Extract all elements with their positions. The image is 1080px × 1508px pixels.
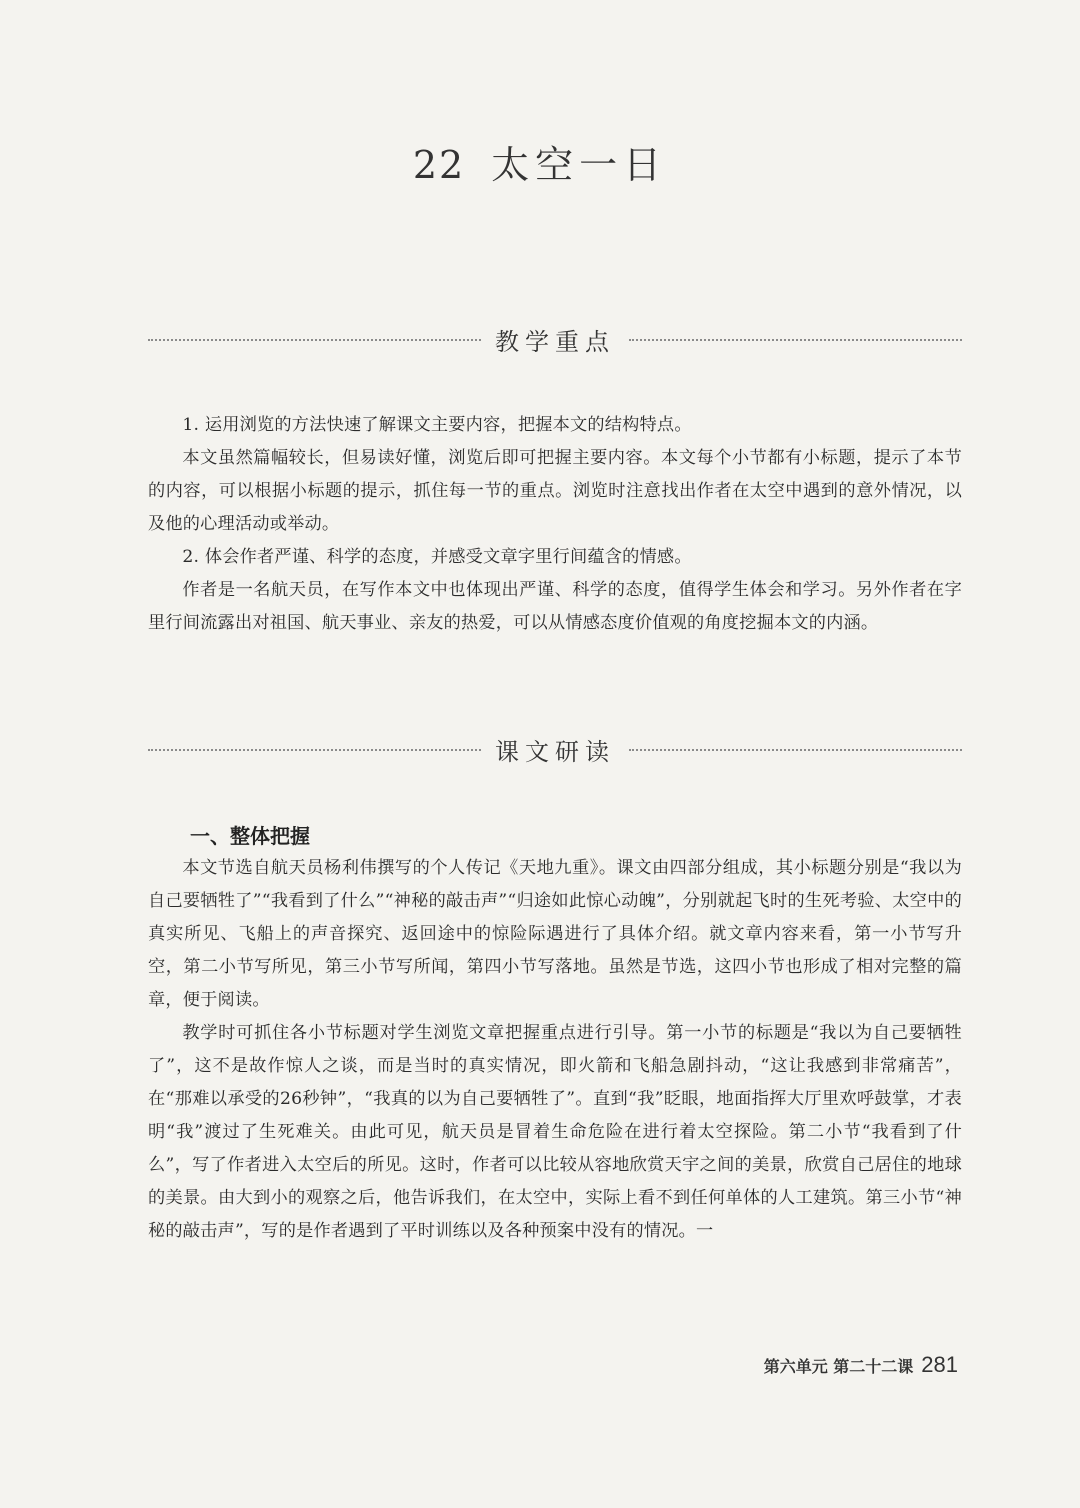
focus-point-2: 2. 体会作者严谨、科学的态度，并感受文章字里行间蕴含的情感。 <box>182 547 692 567</box>
footer-unit-lesson: 第六单元 第二十二课 <box>763 1357 914 1376</box>
lesson-number: 22 <box>412 143 466 187</box>
dotted-divider-left <box>148 749 481 751</box>
dotted-divider-left <box>148 339 481 341</box>
focus-explanation-1: 本文虽然篇幅较长，但易读好懂，浏览后即可把握主要内容。本文每个小节都有小标题，提示了本节的内容，可以根据小标题的提示，抓住每一节的重点。浏览时注意找出作者在太空中遇到的意外情况，以及他的心理活动或举动。 <box>148 448 962 534</box>
study-paragraph-1: 本文节选自航天员杨利伟撰写的个人传记《天地九重》。课文由四部分组成，其小标题分别是“我以为自己要牺牲了”“我看到了什么”“神秘的敲击声”“归途如此惊心动魄”，分别就起飞时的生死考验、太空中的真实所见、飞船上的声音探究、返回途中的惊险际遇进行了具体介绍。就文章内容来看，第一小节写升空，第二小节写所见，第三小节写所闻，第四小节写落地。虽然是节选，这四小节也形成了相对完整的篇章，便于阅读。 <box>148 858 962 1010</box>
section-title-teaching-focus: 教学重点 <box>495 328 615 356</box>
lesson-title <box>0 134 1080 189</box>
dotted-divider-right <box>629 339 962 341</box>
section-header-text-study <box>148 732 962 767</box>
study-paragraph-2: 教学时可抓住各小节标题对学生浏览文章把握重点进行引导。第一小节的标题是“我以为自己要牺牲了”，这不是故作惊人之谈，而是当时的真实情况，即火箭和飞船急剧抖动，“这让我感到非常痛苦”，在“那难以承受的26秒钟”，“我真的以为自己要牺牲了”。直到“我”眨眼，地面指挥大厅里欢呼鼓掌，才表明“我”渡过了生死难关。由此可见，航天员是冒着生命危险在进行着太空探险。第二小节“我看到了什么”，写了作者进入太空后的所见。这时，作者可以比较从容地欣赏天宇之间的美景，欣赏自己居住的地球的美景。由大到小的观察之后，他告诉我们，在太空中，实际上看不到任何单体的人工建筑。第三小节“神秘的敲击声”，写的是作者遇到了平时训练以及各种预案中没有的情况。一 <box>148 1023 962 1241</box>
page-footer <box>764 1352 958 1378</box>
text-study-body <box>148 820 962 1248</box>
focus-explanation-2: 作者是一名航天员，在写作本文中也体现出严谨、科学的态度，值得学生体会和学习。另外作者在字里行间流露出对祖国、航天事业、亲友的热爱，可以从情感态度价值观的角度挖掘本文的内涵。 <box>148 580 962 633</box>
section-header-teaching-focus <box>148 322 962 357</box>
focus-point-1: 1. 运用浏览的方法快速了解课文主要内容，把握本文的结构特点。 <box>182 415 692 435</box>
teaching-focus-body <box>148 409 962 640</box>
lesson-title-text: 太空一日 <box>491 143 668 187</box>
subheading-overall-grasp: 一、整体把握 <box>190 824 310 848</box>
page-number: 281 <box>921 1352 958 1377</box>
section-title-text-study: 课文研读 <box>495 738 615 766</box>
dotted-divider-right <box>629 749 962 751</box>
